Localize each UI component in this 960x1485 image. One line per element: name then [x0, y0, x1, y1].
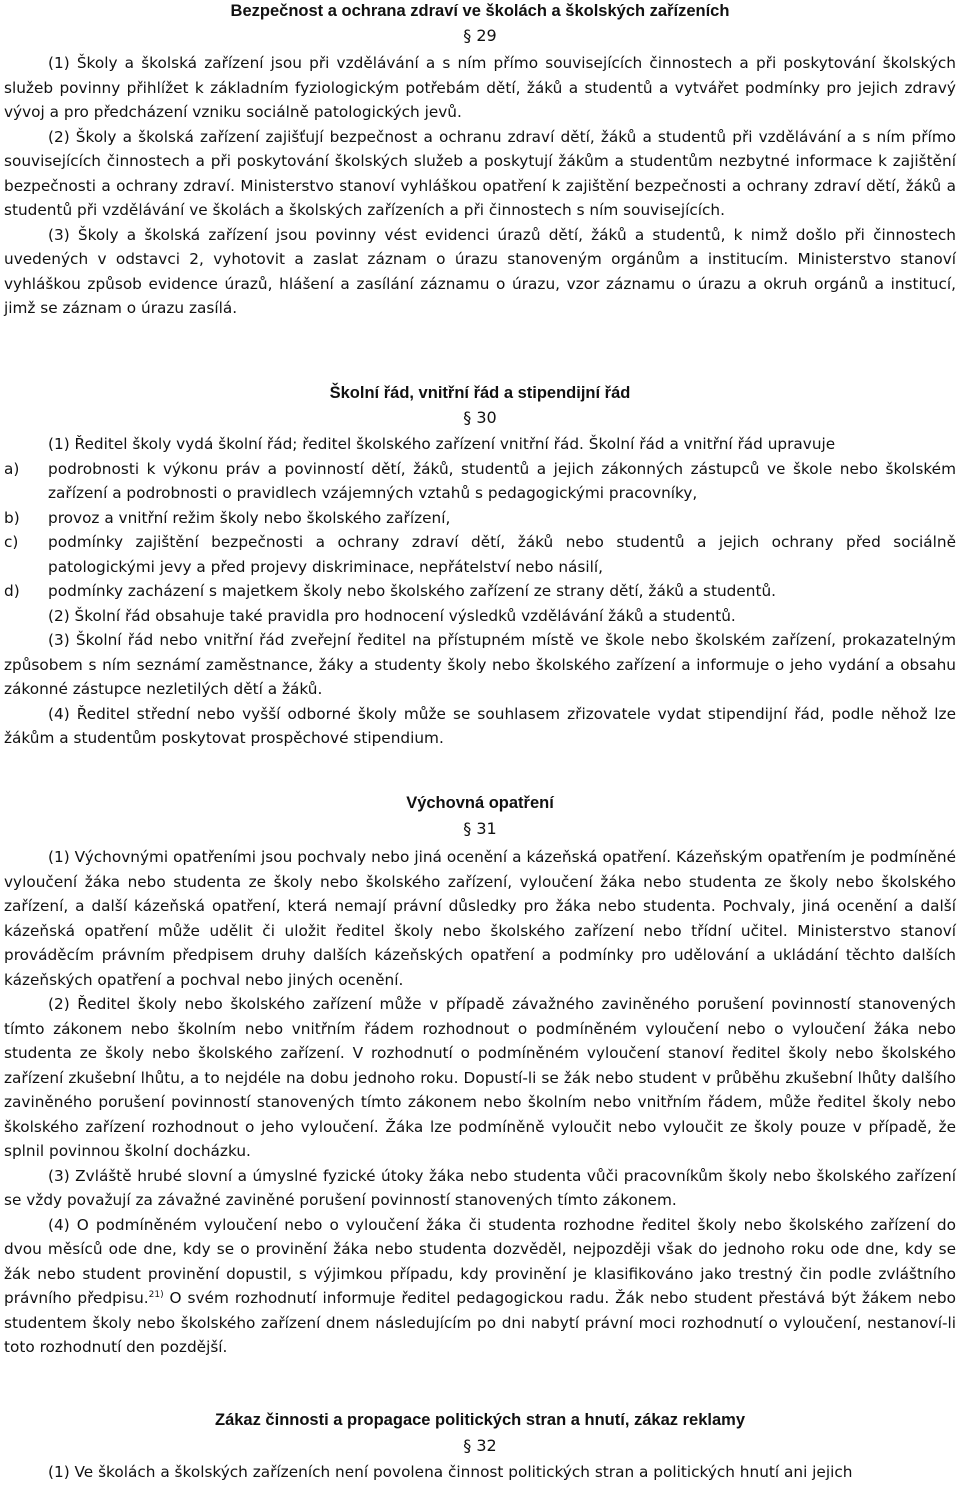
section-title: Bezpečnost a ochrana zdraví ve školách a školských zařízeních: [230, 2, 730, 20]
paragraph: (4) Ředitel střední nebo vyšší odborné školy může se souhlasem zřizovatele vydat stipendijní řád, podle něhož lze žákům a studentům poskytovat prospěchové stipendium.: [4, 704, 956, 747]
paragraph: (3) Zvláště hrubé slovní a úmyslné fyzické útoky žáka nebo studenta vůči pracovníkům školy nebo školského zařízení se vždy považují za závažné zaviněné porušení povinností stanovených tímto zákonem.: [4, 1166, 956, 1209]
paragraph-text: O svém rozhodnutí informuje ředitel pedagogickou radu. Žák nebo student přestává být žákem nebo studentem školy nebo školského zařízení dnem následujícím po dni nabytí právní moci rozhodnutí o vyloučení, nestanoví-li toto rozhodnutí den pozdější.: [4, 1289, 956, 1356]
section-number-value: 32: [476, 1436, 497, 1455]
section-number: § 30: [463, 408, 497, 427]
paragraph: (1) Ředitel školy vydá školní řád; ředitel školského zařízení vnitřní řád. Školní řád a vnitřní řád upravuje: [48, 435, 836, 453]
list-item-letter: d): [4, 582, 20, 600]
list-item: [4, 457, 956, 506]
section-29-body: [4, 51, 956, 321]
list-item: [4, 506, 956, 531]
list-item-text: provoz a vnitřní režim školy nebo školského zařízení,: [48, 508, 451, 527]
paragraph: [4, 1213, 956, 1360]
list-item-letter: c): [4, 533, 19, 551]
paragraph: (2) Školy a školská zařízení zajišťují bezpečnost a ochranu zdraví dětí, žáků a studentů při vzdělávání a s ním přímo souvisejících činnostech a při poskytování školských služeb a poskytují žákům a studentům nezbytné informace k zajištění bezpečnosti a ochrany zdraví. Ministerstvo stanoví vyhláškou opatření k zajištění bezpečnosti a ochrany zdraví dětí, žáků a studentů při vzdělávání ve školách a školských zařízeních a při činnostech s ním souvisejících.: [4, 127, 956, 219]
list-item: [4, 579, 956, 604]
paragraph-text: (4) O podmíněném vyloučení nebo o vyloučení žáka či studenta rozhodne ředitel školy nebo školského zařízení do dvou měsíců ode dne, kdy se o provinění žáka nebo studenta dozvěděl, nejpozději však do jednoho roku ode dne, kdy se žák nebo student provinění dopustil, s výjimkou případu, kdy provinění je klasifikováno jako trestný čin podle zvláštního právního předpisu.: [4, 1215, 956, 1307]
section-number: § 32: [463, 1436, 497, 1455]
section-title: Výchovná opatření: [406, 794, 554, 812]
section-32-body: [4, 1460, 956, 1485]
paragraph: (3) Školní řád nebo vnitřní řád zveřejní ředitel na přístupném místě ve škole nebo školském zařízení, prokazatelným způsobem s ním seznámí zaměstnance, žáky a studenty školy nebo školského zařízení a informuje o jeho vydání a obsahu zákonné zástupce nezletilých dětí a žáků.: [4, 631, 956, 698]
list-item-text: podrobnosti k výkonu práv a povinností dětí, žáků, studentů a jejich zákonných zástupců ve škole nebo školském zařízení a podrobnosti o pravidlech vzájemných vztahů s pedagogickými pracovníky,: [48, 459, 956, 502]
paragraph: (2) Školní řád obsahuje také pravidla pro hodnocení výsledků vzdělávání žáků a studentů.: [48, 606, 736, 625]
section-number-value: 31: [476, 819, 497, 838]
list-item-text: podmínky zacházení s majetkem školy nebo školského zařízení ze strany dětí, žáků a studentů.: [48, 582, 777, 600]
section-number: § 31: [463, 819, 497, 838]
paragraph: (1) Školy a školská zařízení jsou při vzdělávání a s ním přímo souvisejících činnostech a při poskytování školských služeb povinny přihlížet k základním fyziologickým potřebám dětí, žáků a studentů a vytvářet podmínky pro jejich zdravý vývoj a pro předcházení vzniku sociálně patologických jevů.: [4, 54, 956, 121]
paragraph: (2) Ředitel školy nebo školského zařízení může v případě závažného zaviněného porušení povinností stanovených tímto zákonem nebo školním nebo vnitřním řádem rozhodnout o podmíněném vyloučení nebo o vyloučení žáka nebo studenta ze školy nebo školského zařízení. V rozhodnutí o podmíněném vyloučení stanoví ředitel školy nebo školského zařízení zkušební lhůtu, a to nejdéle na dobu jednoho roku. Dopustí-li se žák nebo student v průběhu zkušební lhůty dalšího zaviněného porušení povinností stanovených tímto zákonem nebo školním nebo vnitřním řádem, může ředitel školy nebo školského zařízení rozhodnout o jeho vyloučení. Žáka lze podmíněně vyloučit nebo vyloučit ze školy pouze v případě, že splnil povinnou školní docházku.: [4, 995, 956, 1160]
section-number-value: 29: [476, 26, 497, 45]
footnote-reference[interactable]: 21): [148, 1289, 164, 1300]
paragraph: (1) Ve školách a školských zařízeních není povolena činnost politických stran a politických hnutí ani jejich: [48, 1463, 853, 1481]
list-item-letter: b): [4, 508, 20, 527]
list-item-letter: a): [4, 459, 20, 478]
section-title: Školní řád, vnitřní řád a stipendijní řád: [329, 384, 631, 402]
section-30-body: [4, 432, 956, 751]
paragraph: (3) Školy a školská zařízení jsou povinny vést evidenci úrazů dětí, žáků a studentů, k nimž došlo při činnostech uvedených v odstavci 2, vyhotovit a zaslat záznam o úrazu stanoveným orgánům a institucím. Ministerstvo stanoví vyhláškou způsob evidence úrazů, hlášení a zasílání záznamu o úrazu, vzor záznamu o úrazu a okruh orgánů a institucí, jimž se záznam o úrazu zasílá.: [4, 225, 956, 317]
list-item-text: podmínky zajištění bezpečnosti a ochrany zdraví dětí, žáků nebo studentů a jejich ochrany před sociálně patologickými jevy a před projevy diskriminace, nepřátelství nebo násilí,: [48, 533, 956, 576]
paragraph: (1) Výchovnými opatřeními jsou pochvaly nebo jiná ocenění a kázeňská opatření. Kázeňským opatřením je podmíněné vyloučení žáka nebo studenta ze školy nebo školského zařízení, vyloučení žáka nebo studenta ze školy nebo školského zařízení, a další kázeňská opatření, která nemají právní důsledky pro žáka nebo studenta. Pochvaly, jiná ocenění a další kázeňská opatření může udělit či uložit ředitel školy nebo školského zařízení nebo třídní učitel. Ministerstvo stanoví prováděcím právním předpisem druhy dalších kázeňských opatření a podmínky pro udělování a ukládání těchto dalších kázeňských opatření a pochval nebo jiných ocenění.: [4, 848, 956, 989]
section-number: § 29: [463, 26, 497, 45]
section-number-value: 30: [476, 408, 497, 427]
section-31-body: [4, 845, 956, 1360]
list-item: [4, 530, 956, 579]
section-title: Zákaz činnosti a propagace politických stran a hnutí, zákaz reklamy: [214, 1411, 745, 1429]
